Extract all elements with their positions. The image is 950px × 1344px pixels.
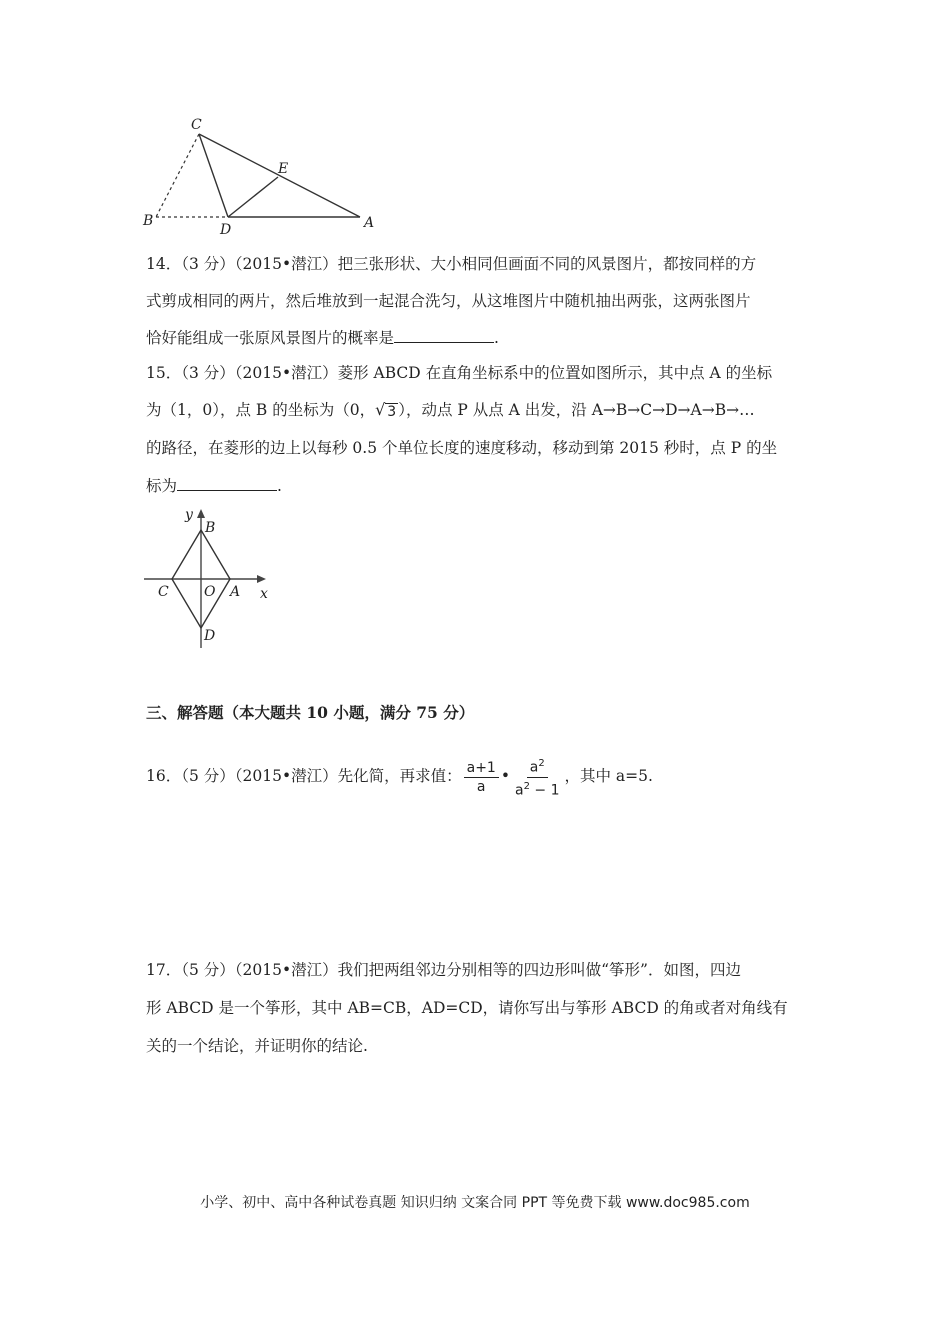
- label-a: A: [230, 584, 241, 600]
- label-x: x: [260, 586, 268, 602]
- q15-line4: [146, 476, 282, 496]
- q14-line2: 式剪成相同的两片，然后堆放到一起混合洗匀，从这堆图片中随机抽出两张，这两张图片: [146, 292, 751, 310]
- q16-line: [146, 752, 653, 800]
- label-e: E: [278, 161, 289, 177]
- q15-line2-b: ），动点 P 从点 A 出发，沿 A→B→C→D→A→B→…: [398, 401, 755, 419]
- section-3-heading: 三、解答题（本大题共 10 小题，满分 75 分）: [146, 703, 475, 722]
- fraction-2-denominator: $a^2 - 1$: [514, 780, 560, 799]
- label-a: A: [364, 215, 375, 231]
- q15-line2: [146, 400, 755, 420]
- fraction-1-denominator: a: [476, 778, 486, 795]
- fraction-2-numerator: $a^2$: [527, 755, 548, 778]
- segment-de: [228, 177, 278, 217]
- q15-line4-end: .: [277, 477, 282, 495]
- multiply-dot: •: [500, 767, 510, 785]
- q17-line3: 关的一个结论，并证明你的结论.: [146, 1037, 368, 1055]
- label-b: B: [205, 520, 216, 536]
- fraction-2: [512, 755, 563, 799]
- label-d: D: [220, 222, 232, 237]
- x-axis-arrow: [257, 575, 266, 583]
- q15-line1: 15．（3 分）（2015•潜江）菱形 ABCD 在直角坐标系中的位置如图所示，其中点 A 的坐标: [146, 364, 773, 382]
- answer-blank-q15[interactable]: [177, 476, 277, 491]
- q15-line4-text: 标为: [146, 477, 178, 495]
- q15-line2-a: 为（1，0），点 B 的坐标为（0，: [146, 401, 376, 419]
- sqrt-radicand: 3: [387, 404, 397, 420]
- q15-line3: 的路径，在菱形的边上以每秒 0.5 个单位长度的速度移动，移动到第 2015 秒时，点 P 的坐: [146, 439, 778, 457]
- footer-banner: 小学、初中、高中各种试卷真题 知识归纳 文案合同 PPT 等免费下载 www.doc985.com: [200, 1195, 750, 1211]
- q17-line2: 形 ABCD 是一个筝形，其中 AB=CB，AD=CD，请你写出与筝形 ABCD 的角或者对角线有: [146, 999, 788, 1017]
- rhombus-figure: [138, 502, 278, 652]
- q16-text-a: 16．（5 分）（2015•潜江）先化简，再求值：: [146, 767, 462, 785]
- label-o: O: [204, 584, 216, 600]
- label-b: B: [143, 213, 154, 229]
- q14-line3-text: 恰好能组成一张原风景图片的概率是: [146, 329, 395, 347]
- q14-line3: [146, 328, 499, 348]
- label-c: C: [158, 584, 169, 600]
- fraction-1-numerator: a+1: [464, 759, 499, 778]
- fraction-1: [464, 759, 499, 796]
- sqrt-expression: √ 3: [375, 400, 397, 420]
- q14-line3-end: .: [494, 329, 499, 347]
- q16-text-b: ，其中 a=5.: [564, 767, 653, 785]
- answer-blank-q14[interactable]: [394, 328, 494, 343]
- label-d: D: [204, 628, 216, 644]
- y-axis-arrow: [197, 509, 205, 518]
- segment-cb-dashed: [156, 134, 199, 217]
- triangle-figure: [138, 112, 388, 237]
- label-y: y: [185, 507, 193, 523]
- label-c: C: [191, 117, 202, 133]
- q14-line1: 14．（3 分）（2015•潜江）把三张形状、大小相同但画面不同的风景图片，都按同样的方: [146, 255, 757, 273]
- q17-line1: 17．（5 分）（2015•潜江）我们把两组邻边分别相等的四边形叫做“筝形”．如图，四边: [146, 961, 741, 979]
